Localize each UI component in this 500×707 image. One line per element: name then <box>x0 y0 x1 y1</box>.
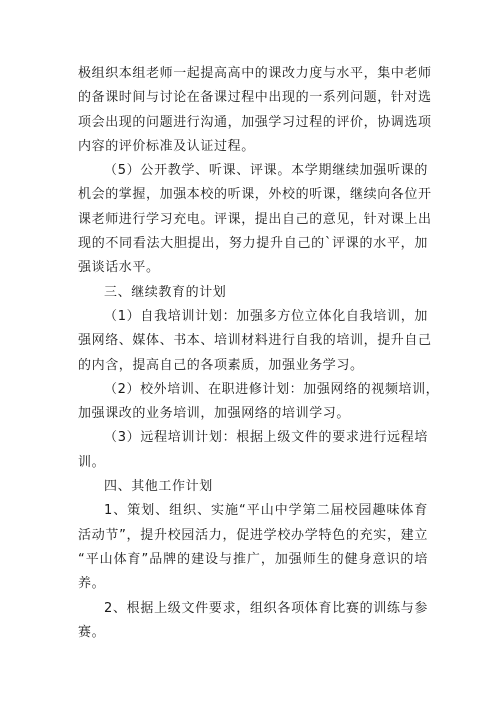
text-line: 的内含，提高自己的各项素质，加强业务学习。 <box>78 357 364 373</box>
text-line: 现的不同看法大胆提出，努力提升自己的`评课的水平，加 <box>78 236 428 252</box>
text-line: 课老师进行学习充电。评课，提出自己的意见，针对课上出 <box>78 211 432 227</box>
text-line: 极组织本组老师一起提高高中的课改力度与水平，集中老师 <box>78 66 432 81</box>
text-line: 赛。 <box>78 624 106 640</box>
text-line: （2）校外培训、在职进修计划：加强网络的视频培训， <box>104 381 440 397</box>
text-line: 强谈话水平。 <box>78 260 160 276</box>
text-line: 养。 <box>78 576 106 592</box>
section-heading: 四、其他工作计划 <box>104 479 213 495</box>
text-line: 活动节”，提升校园活力，促进学校办学特色的充实，建立 <box>78 527 428 543</box>
document-body <box>78 62 440 645</box>
text-line: （3）远程培训计划：根据上级文件的要求进行远程培 <box>104 430 428 446</box>
text-line: 强网络、媒体、书本、培训材料进行自我的培训，提升自己 <box>78 333 432 349</box>
text-line: （5）公开教学、听课、评课。本学期继续加强听课的 <box>104 163 428 179</box>
text-line: 内容的评价标准及认证过程。 <box>78 138 255 154</box>
text-line: （1）自我培训计划：加强多方位立体化自我培训，加 <box>104 308 428 324</box>
section-heading: 三、继续教育的计划 <box>104 284 227 300</box>
text-line: 1、策划、组织、实施“平山中学第二届校园趣味体育 <box>104 503 428 519</box>
text-line: 加强课改的业务培训，加强网络的培训学习。 <box>78 406 351 422</box>
text-line: 2、根据上级文件要求，组织各项体育比赛的训练与参 <box>104 600 428 616</box>
text-line: 训。 <box>78 454 106 470</box>
text-line: “平山体育”品牌的建设与推广，加强师生的健身意识的培 <box>78 551 428 567</box>
text-line: 项会出现的问题进行沟通，加强学习过程的评价，协调选项 <box>78 114 432 130</box>
text-line: 机会的掌握，加强本校的听课，外校的听课，继续向各位开 <box>78 187 432 203</box>
text-line: 的备课时间与讨论在备课过程中出现的一系列问题，针对选 <box>78 90 432 106</box>
